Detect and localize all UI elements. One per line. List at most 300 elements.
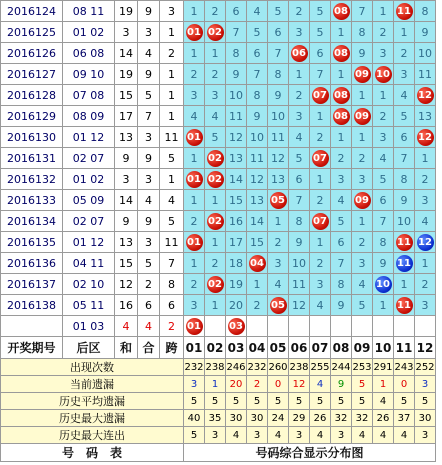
stat-value: 4	[226, 427, 247, 444]
hit-ball: 09	[354, 66, 371, 83]
stat-value: 5	[247, 393, 268, 410]
footer-row	[1, 444, 436, 462]
hit-ball: 02	[207, 24, 224, 41]
number-cell: 4	[331, 190, 352, 211]
stat-value: 1	[373, 376, 394, 393]
number-cell: 4	[268, 274, 289, 295]
front-zone-cell: 02 07	[63, 148, 115, 169]
hit-ball: 08	[333, 45, 350, 62]
number-cell: 5	[373, 169, 394, 190]
number-cell: 11	[226, 106, 247, 127]
period-cell: 2016132	[1, 169, 63, 190]
stat-value: 0	[394, 376, 415, 393]
number-cell	[184, 232, 205, 253]
footer-right: 号码综合显示分布图	[184, 444, 436, 462]
number-cell: 9	[394, 190, 415, 211]
number-cell: 12	[247, 169, 268, 190]
span-cell: 5	[160, 148, 184, 169]
hit-ball: 09	[354, 108, 371, 125]
number-cell: 3	[373, 127, 394, 148]
he-cell: 9	[138, 148, 160, 169]
draw-row	[1, 295, 436, 316]
number-cell: 1	[184, 43, 205, 64]
number-cell: 1	[205, 295, 226, 316]
he-cell: 6	[138, 295, 160, 316]
number-cell: 9	[415, 22, 436, 43]
number-cell: 11	[268, 127, 289, 148]
number-cell: 10	[415, 43, 436, 64]
number-cell: 2	[184, 211, 205, 232]
number-cell: 2	[184, 274, 205, 295]
number-cell: 19	[226, 274, 247, 295]
number-cell: 5	[205, 127, 226, 148]
period-cell: 2016135	[1, 232, 63, 253]
number-cell: 2	[352, 148, 373, 169]
stat-value: 3	[205, 427, 226, 444]
number-cell: 1	[394, 22, 415, 43]
he-cell: 4	[138, 316, 160, 337]
number-cell: 2	[415, 274, 436, 295]
number-cell	[184, 22, 205, 43]
sum-cell: 9	[115, 211, 138, 232]
he-cell: 3	[138, 169, 160, 190]
stat-value: 32	[331, 410, 352, 427]
hit-ball-blue: 10	[375, 276, 392, 293]
sum-cell: 13	[115, 232, 138, 253]
hit-ball: 03	[228, 318, 245, 335]
number-cell: 1	[247, 274, 268, 295]
front-zone-cell: 01 03	[63, 316, 115, 337]
front-zone-cell: 02 07	[63, 211, 115, 232]
number-cell: 5	[331, 211, 352, 232]
sum-cell: 3	[115, 169, 138, 190]
period-cell: 2016134	[1, 211, 63, 232]
stat-value: 4	[268, 427, 289, 444]
stat-value: 26	[310, 410, 331, 427]
stat-value: 253	[352, 359, 373, 376]
span-cell: 7	[160, 253, 184, 274]
stat-value: 260	[268, 359, 289, 376]
number-cell: 8	[289, 211, 310, 232]
span-cell: 8	[160, 274, 184, 295]
number-cell	[205, 316, 226, 337]
number-cell	[352, 64, 373, 85]
stat-value: 3	[331, 427, 352, 444]
stat-value: 244	[331, 359, 352, 376]
stat-value: 4	[394, 427, 415, 444]
number-cell: 8	[268, 64, 289, 85]
period-cell: 2016126	[1, 43, 63, 64]
span-cell: 1	[160, 64, 184, 85]
header-number: 03	[226, 337, 247, 359]
he-cell: 5	[138, 85, 160, 106]
stat-value: 3	[415, 376, 436, 393]
front-zone-cell: 02 10	[63, 274, 115, 295]
number-cell: 1	[331, 64, 352, 85]
hit-ball: 07	[312, 213, 329, 230]
number-cell	[310, 148, 331, 169]
stat-label: 当前遗漏	[1, 376, 184, 393]
number-cell: 2	[331, 148, 352, 169]
stat-value: 5	[226, 393, 247, 410]
number-cell: 8	[226, 43, 247, 64]
stat-value: 5	[184, 427, 205, 444]
number-cell: 1	[310, 106, 331, 127]
sum-cell: 19	[115, 1, 138, 22]
sum-cell: 14	[115, 43, 138, 64]
number-cell: 1	[394, 274, 415, 295]
stat-value: 252	[415, 359, 436, 376]
hit-ball: 12	[417, 87, 434, 104]
number-cell	[205, 22, 226, 43]
number-cell	[184, 169, 205, 190]
span-cell: 11	[160, 232, 184, 253]
hit-ball-blue: 12	[417, 234, 434, 251]
header-number: 09	[352, 337, 373, 359]
header-he: 合	[138, 337, 160, 359]
stat-value: 1	[205, 376, 226, 393]
period-cell: 2016136	[1, 253, 63, 274]
stat-row	[1, 376, 436, 393]
sum-cell: 9	[115, 148, 138, 169]
number-cell: 15	[226, 190, 247, 211]
sum-cell: 3	[115, 22, 138, 43]
draw-row	[1, 85, 436, 106]
number-cell: 1	[205, 232, 226, 253]
number-cell: 5	[268, 1, 289, 22]
front-zone-cell: 01 02	[63, 22, 115, 43]
number-cell	[415, 127, 436, 148]
draw-row	[1, 22, 436, 43]
stat-value: 35	[205, 410, 226, 427]
number-cell: 1	[373, 1, 394, 22]
number-cell: 11	[415, 64, 436, 85]
number-cell: 12	[226, 127, 247, 148]
number-cell: 1	[352, 211, 373, 232]
number-cell	[184, 316, 205, 337]
number-cell: 2	[289, 1, 310, 22]
draw-row	[1, 253, 436, 274]
number-cell	[394, 253, 415, 274]
stat-value: 30	[226, 410, 247, 427]
header-span: 跨	[160, 337, 184, 359]
he-cell: 9	[138, 211, 160, 232]
stat-row	[1, 410, 436, 427]
period-cell: 2016131	[1, 148, 63, 169]
header-period: 开奖期号	[1, 337, 63, 359]
number-cell	[310, 316, 331, 337]
number-cell: 5	[247, 22, 268, 43]
number-cell: 1	[184, 253, 205, 274]
number-cell	[184, 127, 205, 148]
stat-value: 5	[352, 393, 373, 410]
hit-ball: 12	[417, 129, 434, 146]
stat-label: 出现次数	[1, 359, 184, 376]
header-number: 04	[247, 337, 268, 359]
number-cell: 2	[310, 127, 331, 148]
number-cell: 8	[373, 232, 394, 253]
he-cell: 3	[138, 232, 160, 253]
stat-value: 4	[310, 427, 331, 444]
number-cell: 1	[352, 85, 373, 106]
number-cell: 2	[415, 169, 436, 190]
number-cell: 16	[226, 211, 247, 232]
front-zone-cell: 05 11	[63, 295, 115, 316]
hit-ball: 02	[207, 150, 224, 167]
number-cell	[247, 316, 268, 337]
span-cell: 6	[160, 295, 184, 316]
he-cell: 3	[138, 127, 160, 148]
number-cell	[268, 190, 289, 211]
hit-ball: 04	[249, 255, 266, 272]
draw-row	[1, 127, 436, 148]
span-cell: 1	[160, 85, 184, 106]
period-cell: 2016128	[1, 85, 63, 106]
sum-cell: 15	[115, 85, 138, 106]
stat-value: 29	[289, 410, 310, 427]
stat-value: 4	[310, 376, 331, 393]
he-cell: 4	[138, 190, 160, 211]
number-cell: 3	[352, 253, 373, 274]
header-number: 06	[289, 337, 310, 359]
hit-ball: 11	[396, 297, 413, 314]
sum-cell: 13	[115, 127, 138, 148]
draw-row	[1, 64, 436, 85]
number-cell	[415, 316, 436, 337]
sum-cell: 17	[115, 106, 138, 127]
number-cell	[205, 169, 226, 190]
draw-row	[1, 190, 436, 211]
hit-ball-blue: 11	[396, 255, 413, 272]
number-cell: 20	[226, 295, 247, 316]
number-cell: 1	[310, 232, 331, 253]
number-cell: 17	[226, 232, 247, 253]
number-cell: 1	[415, 148, 436, 169]
number-cell	[394, 295, 415, 316]
header-number: 11	[394, 337, 415, 359]
front-zone-cell: 05 09	[63, 190, 115, 211]
draw-row	[1, 1, 436, 22]
number-cell: 1	[289, 64, 310, 85]
number-cell: 3	[331, 169, 352, 190]
number-cell: 4	[394, 85, 415, 106]
hit-ball: 11	[396, 234, 413, 251]
number-cell: 2	[289, 85, 310, 106]
stat-value: 5	[310, 393, 331, 410]
number-cell: 9	[247, 106, 268, 127]
number-cell	[331, 43, 352, 64]
number-cell: 3	[205, 85, 226, 106]
sum-cell: 19	[115, 64, 138, 85]
number-cell	[268, 316, 289, 337]
number-cell: 13	[268, 169, 289, 190]
number-cell	[394, 316, 415, 337]
number-cell: 7	[394, 148, 415, 169]
sum-cell: 12	[115, 274, 138, 295]
stat-value: 24	[268, 410, 289, 427]
number-cell: 1	[373, 85, 394, 106]
stat-row	[1, 359, 436, 376]
number-cell	[352, 106, 373, 127]
number-cell: 3	[352, 169, 373, 190]
stat-value: 4	[373, 393, 394, 410]
stat-value: 2	[247, 376, 268, 393]
number-cell: 7	[310, 64, 331, 85]
span-cell: 4	[160, 190, 184, 211]
stat-value: 291	[373, 359, 394, 376]
number-cell: 10	[394, 211, 415, 232]
hit-ball: 05	[270, 192, 287, 209]
hit-ball: 09	[354, 192, 371, 209]
period-cell: 2016130	[1, 127, 63, 148]
number-cell: 15	[247, 232, 268, 253]
number-cell	[289, 43, 310, 64]
header-front: 后区	[63, 337, 115, 359]
number-cell: 1	[331, 22, 352, 43]
header-number: 02	[205, 337, 226, 359]
number-cell: 8	[352, 22, 373, 43]
number-cell: 3	[394, 64, 415, 85]
front-zone-cell: 09 10	[63, 64, 115, 85]
span-cell: 2	[160, 316, 184, 337]
front-zone-cell: 06 08	[63, 43, 115, 64]
stat-value: 5	[394, 393, 415, 410]
stat-row	[1, 427, 436, 444]
number-cell: 6	[331, 232, 352, 253]
number-cell: 9	[331, 295, 352, 316]
number-cell: 2	[205, 1, 226, 22]
number-cell: 11	[247, 148, 268, 169]
hit-ball: 05	[270, 297, 287, 314]
draw-row	[1, 106, 436, 127]
number-cell: 2	[373, 22, 394, 43]
number-cell: 6	[268, 22, 289, 43]
number-cell: 6	[226, 1, 247, 22]
draw-row	[1, 211, 436, 232]
hit-ball: 01	[186, 171, 203, 188]
number-cell: 2	[394, 43, 415, 64]
span-cell: 1	[160, 22, 184, 43]
stat-value: 5	[205, 393, 226, 410]
stat-value: 5	[331, 393, 352, 410]
number-cell: 7	[373, 211, 394, 232]
number-cell: 2	[352, 232, 373, 253]
number-cell: 2	[373, 106, 394, 127]
number-cell: 4	[247, 1, 268, 22]
number-cell: 10	[268, 106, 289, 127]
he-cell: 9	[138, 1, 160, 22]
number-cell: 6	[289, 169, 310, 190]
period-cell: 2016124	[1, 1, 63, 22]
stat-value: 12	[289, 376, 310, 393]
number-cell	[205, 274, 226, 295]
hit-ball: 01	[186, 24, 203, 41]
number-cell: 13	[415, 106, 436, 127]
front-zone-cell: 08 09	[63, 106, 115, 127]
number-cell: 18	[226, 253, 247, 274]
number-cell: 3	[289, 106, 310, 127]
draw-row	[1, 148, 436, 169]
stat-label: 历史平均遗漏	[1, 393, 184, 410]
number-cell: 9	[289, 232, 310, 253]
hit-ball: 01	[186, 318, 203, 335]
number-cell: 13	[247, 190, 268, 211]
number-cell: 10	[226, 85, 247, 106]
stat-value: 4	[352, 427, 373, 444]
hit-ball: 08	[333, 87, 350, 104]
number-cell: 1	[184, 1, 205, 22]
number-cell	[310, 85, 331, 106]
stat-value: 0	[268, 376, 289, 393]
number-cell: 9	[373, 253, 394, 274]
header-number: 05	[268, 337, 289, 359]
stat-value: 243	[394, 359, 415, 376]
number-cell: 2	[310, 190, 331, 211]
he-cell: 9	[138, 64, 160, 85]
number-cell: 2	[310, 253, 331, 274]
stat-value: 5	[268, 393, 289, 410]
number-cell	[373, 316, 394, 337]
stat-value: 30	[247, 410, 268, 427]
stat-label: 历史最大连出	[1, 427, 184, 444]
number-cell: 4	[415, 211, 436, 232]
number-cell: 4	[205, 106, 226, 127]
number-cell: 4	[373, 148, 394, 169]
span-cell: 3	[160, 1, 184, 22]
span-cell: 11	[160, 127, 184, 148]
number-cell: 13	[226, 148, 247, 169]
number-cell: 12	[289, 295, 310, 316]
sum-cell: 4	[115, 316, 138, 337]
number-cell: 7	[268, 43, 289, 64]
number-cell	[331, 316, 352, 337]
number-cell: 7	[352, 1, 373, 22]
draw-row	[1, 169, 436, 190]
number-cell: 1	[184, 190, 205, 211]
period-cell: 2016133	[1, 190, 63, 211]
number-cell: 12	[268, 148, 289, 169]
number-cell	[205, 148, 226, 169]
sum-cell: 14	[115, 190, 138, 211]
number-cell	[373, 274, 394, 295]
period-cell	[1, 316, 63, 337]
number-cell: 5	[289, 148, 310, 169]
number-cell: 7	[331, 253, 352, 274]
number-cell: 5	[394, 106, 415, 127]
footer-left: 号 码 表	[1, 444, 184, 462]
stat-value: 30	[415, 410, 436, 427]
number-cell: 1	[331, 127, 352, 148]
number-cell	[415, 85, 436, 106]
number-cell: 2	[247, 295, 268, 316]
number-cell: 1	[415, 253, 436, 274]
sum-cell: 15	[115, 253, 138, 274]
stat-value: 3	[289, 427, 310, 444]
stat-value: 20	[226, 376, 247, 393]
number-cell	[394, 1, 415, 22]
number-cell: 6	[247, 43, 268, 64]
stat-value: 9	[331, 376, 352, 393]
number-cell	[205, 211, 226, 232]
prediction-row	[1, 316, 436, 337]
number-cell: 3	[268, 253, 289, 274]
number-cell: 11	[289, 274, 310, 295]
period-cell: 2016129	[1, 106, 63, 127]
span-cell: 5	[160, 211, 184, 232]
stat-value: 40	[184, 410, 205, 427]
hit-ball: 02	[207, 213, 224, 230]
period-cell: 2016137	[1, 274, 63, 295]
